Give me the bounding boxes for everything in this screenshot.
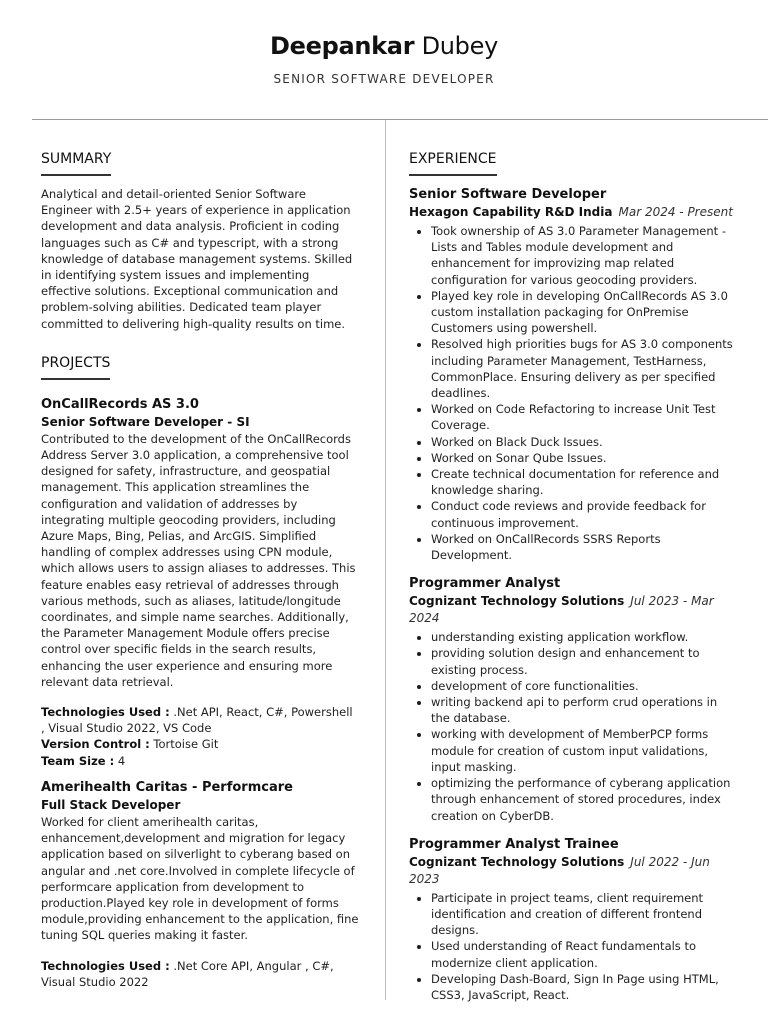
right-column xyxy=(409,150,739,1003)
tech-label: Technologies Used : xyxy=(41,958,170,973)
header-divider xyxy=(32,119,768,120)
job-company: Cognizant Technology Solutions xyxy=(409,854,625,869)
list-item: • Worked on Black Duck Issues. xyxy=(431,434,739,450)
job-entry xyxy=(409,575,739,823)
job-company-line xyxy=(409,593,739,627)
list-item: • Resolved high priorities bugs for AS 3.0 components including Parameter Management, TestHarness, CommonPlace. Ensuring delivery as per specified deadlines. xyxy=(431,336,739,401)
resume-header xyxy=(0,28,768,86)
team-value: 4 xyxy=(114,753,126,768)
list-item: • Took ownership of AS 3.0 Parameter Management - Lists and Tables module development and enhancement for improvizing map related configuration for various geocoding providers. xyxy=(431,223,739,288)
list-item: • development of core functionalities. xyxy=(431,678,739,694)
list-item: • working with development of MemberPCP forms module for creation of custom input validations, input masking. xyxy=(431,726,739,775)
list-item: • optimizing the performance of cyberang application through enhancement of stored procedures, index creation on CyberDB. xyxy=(431,775,739,824)
project-name: OnCallRecords AS 3.0 xyxy=(41,396,199,412)
job-entry xyxy=(409,836,739,1003)
summary-text: Analytical and detail-oriented Senior Software Engineer with 2.5+ years of experience in application development and data analysis. Proficient in coding languages such as C# and typescript, with a strong knowledge of database management systems. Skilled in identifying system issues and implementing effective solutions. Exceptional communication and problem-solving abilities. Dedicated team player committed to delivering high-quality results on time. xyxy=(41,187,353,331)
job-role: Senior Software Developer xyxy=(409,187,607,202)
project-technologies xyxy=(41,704,359,736)
project-version-control xyxy=(41,736,359,752)
summary-section xyxy=(41,150,359,332)
job-bullets xyxy=(409,890,739,1003)
job-dates: Jul 2023 - Mar 2024 xyxy=(409,594,714,626)
list-item: • Worked on OnCallRecords SSRS Reports Development. xyxy=(431,531,739,563)
first-name: Deepankar xyxy=(270,32,415,60)
experience-heading: EXPERIENCE xyxy=(409,150,497,176)
list-item: • providing solution design and enhancement to existing process. xyxy=(431,645,739,677)
project-description: Worked for client amerihealth caritas, enhancement,development and migration for legacy application based on silverlight to cyberang based on angular and .net core.Involved in complete lifecycle of performcare application from development to production.Played key role in development of forms module,providing enhancement to the application, fine tuning SQL queries making it faster. xyxy=(41,814,359,943)
project-item xyxy=(41,779,359,990)
job-company-line xyxy=(409,854,739,888)
project-role: Full Stack Developer xyxy=(41,797,181,812)
job-bullets xyxy=(409,223,739,563)
list-item: • Used understanding of React fundamentals to modernize client application. xyxy=(431,938,739,970)
project-item xyxy=(41,396,359,769)
list-item: • Worked on Sonar Qube Issues. xyxy=(431,450,739,466)
project-team-size xyxy=(41,753,359,769)
job-company: Hexagon Capability R&D India xyxy=(409,205,613,219)
list-item: • Participate in project teams, client requirement identification and creation of different frontend designs. xyxy=(431,890,739,939)
list-item: • writing backend api to perform crud operations in the database. xyxy=(431,694,739,726)
tech-label: Technologies Used : xyxy=(41,705,170,720)
job-dates: Jul 2022 - Jun 2023 xyxy=(409,854,710,886)
projects-section xyxy=(41,354,359,990)
project-name: Amerihealth Caritas - Performcare xyxy=(41,779,293,795)
tech-value: .Net API, React, C#, Powershell , Visual Studio 2022, VS Code xyxy=(41,705,353,736)
project-description: Contributed to the development of the OnCallRecords Address Server 3.0 application, a comprehensive tool designed for safety, infrastructure, and geospatial management. This application streamlines the configuration and validation of addresses by integrating multiple geocoding providers, including Azure Maps, Bing, Pelias, and ArcGIS. Simplified handling of complex addresses using CPN module, which allows users to assign aliases to addresses. This feature enables easy retrieval of addresses through various methods, such as aliases, latitude/longitude coordinates, and simple name searches. Additionally, the Parameter Management Module offers precise control over specific fields in the search results, enhancing the user experience and ensuring more relevant data retrieval. xyxy=(41,431,356,689)
list-item: • understanding existing application workflow. xyxy=(431,629,739,645)
job-dates: Mar 2024 - Present xyxy=(618,205,733,219)
job-role: Programmer Analyst xyxy=(409,576,561,592)
job-entry xyxy=(409,186,739,563)
vc-value: Tortoise Git xyxy=(149,737,219,752)
summary-heading: SUMMARY xyxy=(41,150,111,176)
list-item: • Conduct code reviews and provide feedback for continuous improvement. xyxy=(431,498,739,530)
projects-heading: PROJECTS xyxy=(41,354,110,380)
project-technologies xyxy=(41,958,359,990)
list-item: • Played key role in developing OnCallRecords AS 3.0 custom installation packaging for OnPremise Customers using powershell. xyxy=(431,288,739,337)
job-title: SENIOR SOFTWARE DEVELOPER xyxy=(273,72,495,86)
job-company-line xyxy=(409,204,739,221)
project-role: Senior Software Developer - SI xyxy=(41,414,250,429)
team-label: Team Size : xyxy=(41,753,115,768)
list-item: • Developing Dash-Board, Sign In Page using HTML, CSS3, JavaScript, React. xyxy=(431,971,739,1003)
column-divider xyxy=(385,120,386,1000)
left-column xyxy=(41,150,359,990)
job-role: Programmer Analyst Trainee xyxy=(409,836,619,852)
job-bullets xyxy=(409,629,739,823)
list-item: • Create technical documentation for reference and knowledge sharing. xyxy=(431,466,739,498)
tech-value: .Net Core API, Angular , C#, Visual Studio 2022 xyxy=(41,958,334,989)
last-name: Dubey xyxy=(421,32,498,60)
candidate-name xyxy=(0,28,768,64)
list-item: • Worked on Code Refactoring to increase Unit Test Coverage. xyxy=(431,401,739,433)
vc-label: Version Control : xyxy=(41,737,150,752)
job-company: Cognizant Technology Solutions xyxy=(409,594,625,609)
